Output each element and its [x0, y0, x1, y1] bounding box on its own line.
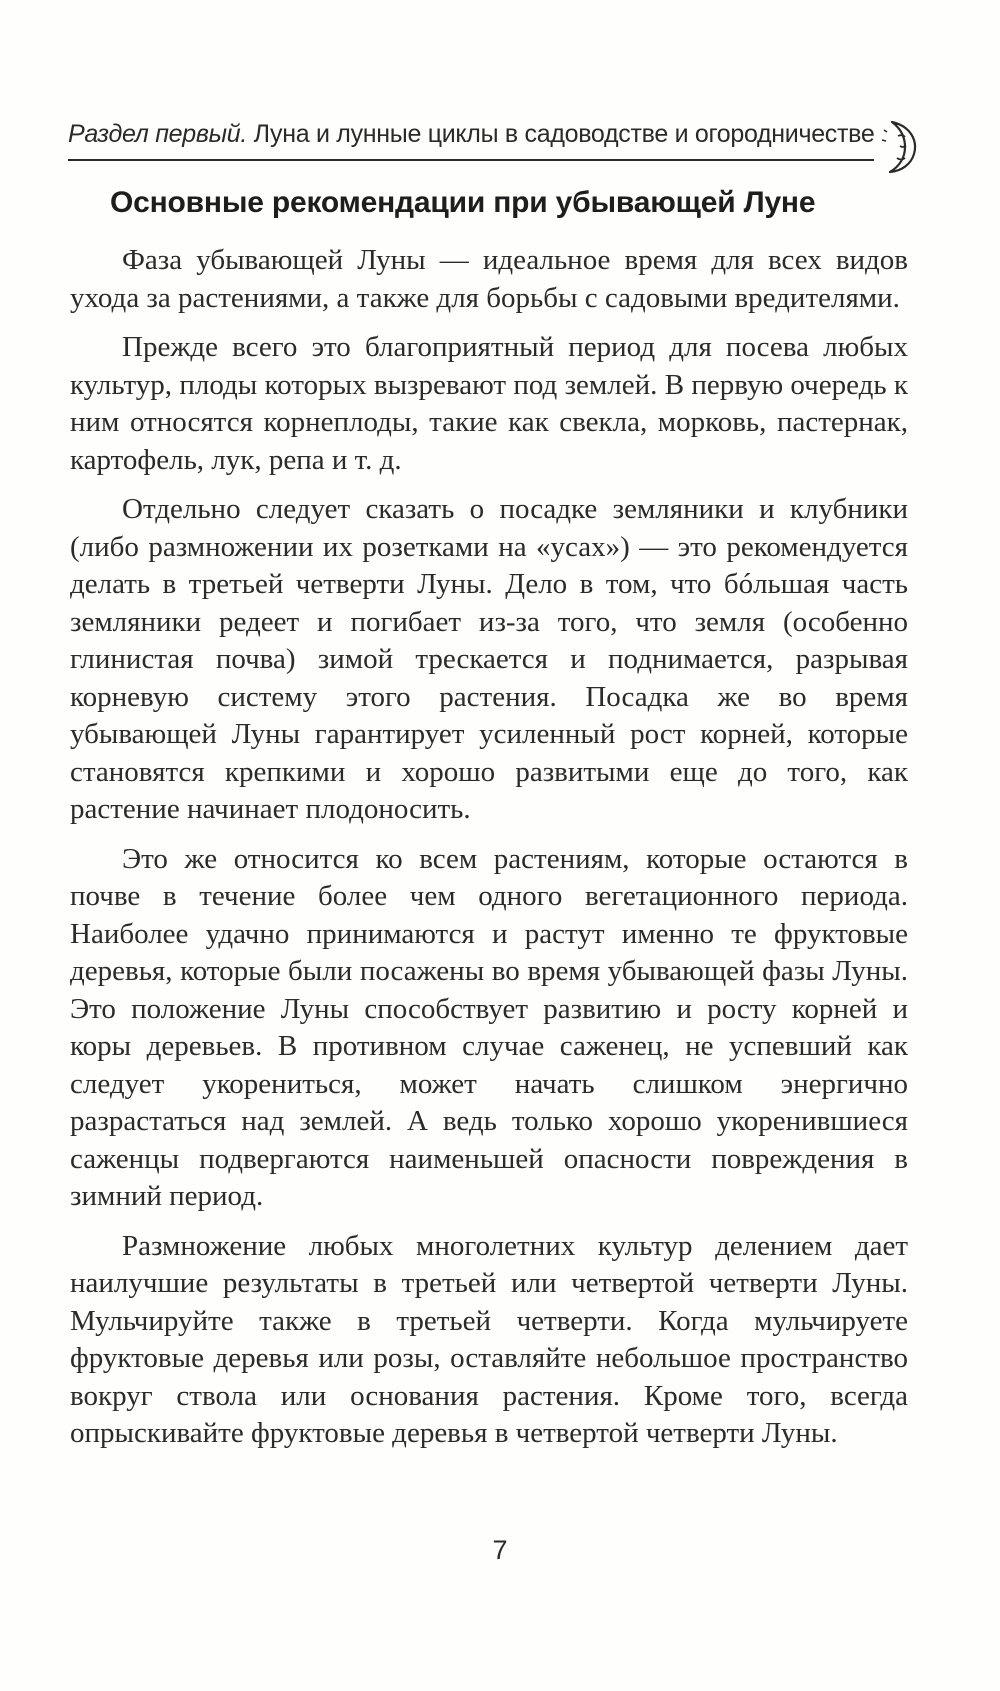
running-head-section: Раздел первый. [68, 120, 247, 148]
section-title: Основные рекомендации при убывающей Луне [110, 186, 816, 219]
paragraph: Прежде всего это благоприятный период для посева любых культур, плоды которых вызревают под землей. В первую очередь к ним относятся корнеплоды, такие как свекла, морковь, пастернак, картофель, лук, репа и т. д. [70, 331, 908, 476]
crescent-moon-face-icon [876, 116, 922, 176]
page-number: 7 [492, 1535, 508, 1565]
paragraph: Это же относится ко всем растениям, которые остаются в почве в течение более чем одного вегетационного периода. Наиболее удачно принимаются и растут именно те фруктовые деревья, которые были посажены во время убывающей фазы Луны. Это положение Луны способствует развитию и росту корней и коры деревьев. В противном случае саженец, не успевший как следует укорениться, может начать слишком энергично разрастаться над землей. А ведь только хорошо укоренившиеся саженцы подвергаются наименьшей опасности повреждения в зимний период. [70, 842, 908, 1212]
body-text [70, 242, 908, 1465]
paragraph: Размножение любых многолетних культур делением дает наилучшие результаты в третьей или четвертой четверти Луны. Мульчируйте также в третьей четверти. Когда мульчируете фруктовые деревья или розы, оставляйте небольшое пространство вокруг ствола или основания растения. Кроме того, всегда опрыскивайте фруктовые деревья в четвертой четверти Луны. [70, 1229, 908, 1449]
running-head [68, 120, 874, 161]
paragraph: Отдельно следует сказать о посадке земляники и клубники (либо размножении их розетками на «усах») — это рекомендуется делать в третьей четверти Луны. Дело в том, что бóльшая часть земляники редеет и погибает из-за того, что земля (особенно глинистая почва) зимой трескается и поднимается, разрывая корневую систему этого растения. Посадка же во время убывающей Луны гарантирует усиленный рост корней, которые становятся крепкими и хорошо развитыми еще до того, как растение начинает плодоносить. [70, 493, 908, 825]
running-head-title: Луна и лунные циклы в садоводстве и огородничестве [253, 120, 875, 148]
paragraph: Фаза убывающей Луны — идеальное время для всех видов ухода за растениями, а также для борьбы с садовыми вредителями. [70, 244, 908, 314]
